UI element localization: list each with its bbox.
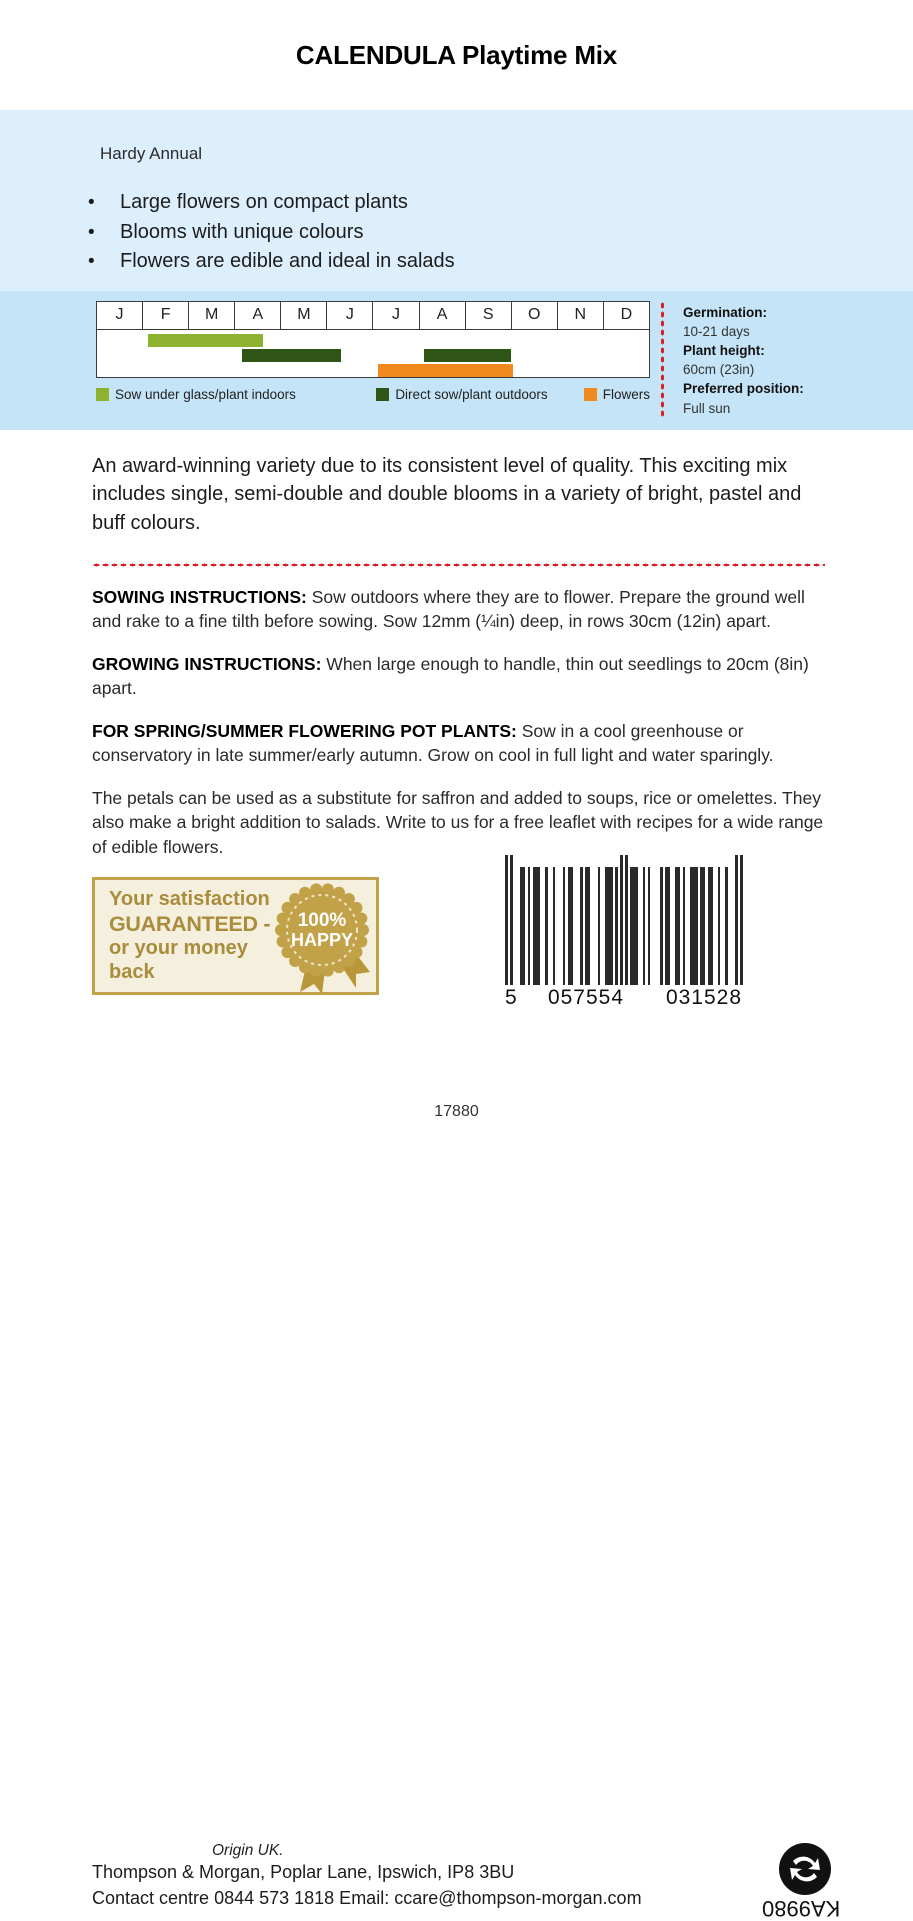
guarantee-badge — [92, 877, 379, 995]
guarantee-line-2: GUARANTEED - — [109, 911, 271, 936]
page-title: CALENDULA Playtime Mix — [295, 39, 618, 70]
calendar-month-4: M — [281, 302, 327, 329]
bullet-text: Blooms with unique colours — [120, 220, 364, 243]
legend-label: Sow under glass/plant indoors — [115, 386, 296, 402]
plant-type-label: Hardy Annual — [100, 144, 203, 163]
calendar-month-5: J — [327, 302, 373, 329]
list-item — [88, 247, 913, 277]
instructions-section — [92, 585, 825, 860]
info-value-1: 60cm (23in) — [683, 362, 755, 378]
badge-percent: 100% — [297, 910, 347, 932]
info-label-1: Plant height: — [683, 343, 765, 359]
info-panel-column — [660, 301, 913, 418]
barcode-bars — [505, 855, 765, 985]
green-dot-recycling-icon — [778, 1842, 832, 1896]
legend-item-2 — [584, 387, 650, 402]
feature-band — [0, 110, 913, 291]
sowing-calendar-band — [0, 291, 913, 430]
calendar-month-1: F — [143, 302, 189, 329]
plant-info-panel — [683, 301, 804, 418]
calendar-month-3: A — [235, 302, 281, 329]
guarantee-line-1: Your satisfaction — [109, 888, 270, 911]
legend-swatch — [96, 388, 109, 401]
instruction-heading: GROWING INSTRUCTIONS: — [92, 653, 322, 674]
info-value-0: 10-21 days — [683, 323, 750, 339]
instruction-paragraph-0: SOWING INSTRUCTIONS: Sow outdoors where they are to flower. Prepare the ground well and rake to a fine tilth before sowing. Sow 12mm (¼in) deep, in rows 30cm (12in) apart. — [92, 586, 805, 632]
calendar-month-6: J — [373, 302, 419, 329]
calendar-month-2: M — [189, 302, 235, 329]
barcode-digits — [505, 986, 765, 1010]
barcode-right-group: 031528 — [665, 986, 743, 1010]
calendar-bar-0 — [148, 334, 263, 347]
rosette-icon — [270, 884, 374, 996]
calendar-bar-1 — [242, 349, 341, 362]
title-band — [0, 0, 913, 110]
guarantee-line-3: or your money back — [109, 937, 248, 983]
calendar-month-11: D — [620, 306, 633, 324]
calendar-month-header — [97, 302, 649, 329]
calendar-bar-2 — [424, 349, 511, 362]
calendar-month-9: O — [512, 302, 558, 329]
footer-number: 17880 — [434, 1103, 479, 1120]
bullet-icon: • — [88, 251, 95, 273]
instruction-heading: SOWING INSTRUCTIONS: — [92, 586, 307, 607]
address-line-1: Thompson & Morgan, Poplar Lane, Ipswich, IP8 3BU — [92, 1862, 515, 1883]
calendar-column — [0, 301, 660, 418]
origin-label: Origin UK. — [212, 1842, 284, 1860]
calendar-month-7: A — [420, 302, 466, 329]
instruction-paragraph-1: GROWING INSTRUCTIONS: When large enough to handle, thin out seedlings to 20cm (8in) apart. — [92, 653, 809, 699]
legend-swatch — [584, 388, 597, 401]
description-paragraph: An award-winning variety due to its consistent level of quality. This exciting mix includes single, semi-double and double blooms in a variety of bright, pastel and buff colours. — [92, 454, 802, 534]
info-value-2: Full sun — [683, 400, 731, 416]
instruction-paragraph-3: The petals can be used as a substitute for saffron and added to soups, rice or omelettes. They also make a bright addition to salads. Write to us for a free leaflet with recipes for a wide range of edible flowers. — [92, 787, 824, 857]
list-item — [88, 188, 913, 218]
badge-happy: HAPPY — [290, 930, 354, 951]
barcode — [505, 855, 765, 1010]
calendar-legend — [96, 387, 650, 402]
list-item — [88, 218, 913, 248]
sowing-calendar — [96, 301, 650, 378]
vertical-dotted-divider — [660, 301, 665, 418]
bullet-text: Large flowers on compact plants — [120, 191, 408, 213]
barcode-bar — [740, 855, 743, 985]
guarantee-text — [95, 888, 295, 984]
feature-bullet-list — [0, 188, 913, 277]
legend-swatch — [376, 388, 389, 401]
info-label-2: Preferred position: — [683, 381, 804, 397]
barcode-left-group: 057554 — [547, 986, 625, 1010]
legend-label: Direct sow/plant outdoors — [395, 386, 548, 402]
instruction-heading: FOR SPRING/SUMMER FLOWERING POT PLANTS: — [92, 720, 517, 741]
calendar-month-0: J — [97, 302, 143, 329]
address-line-2: Contact centre 0844 573 1818 Email: ccare@thompson-morgan.com — [92, 1887, 642, 1908]
calendar-month-10: N — [558, 302, 604, 329]
legend-item-1 — [376, 387, 583, 402]
company-address — [92, 1842, 732, 1910]
calendar-bars-grid — [97, 329, 649, 377]
recycling-code: KA9980 — [762, 1896, 841, 1921]
bullet-text: Flowers are edible and ideal in salads — [120, 250, 455, 273]
body-content — [0, 452, 913, 860]
bullet-icon: • — [88, 221, 95, 243]
bullet-icon: • — [88, 192, 95, 213]
horizontal-dotted-divider — [92, 563, 825, 567]
legend-item-0 — [96, 387, 376, 402]
barcode-lead-digit: 5 — [505, 986, 518, 1010]
instruction-paragraph-2: FOR SPRING/SUMMER FLOWERING POT PLANTS: Sow in a cool greenhouse or conservatory in late summer/early autumn. Grow on cool in full light and water sparingly. — [92, 720, 774, 766]
info-label-0: Germination: — [683, 304, 768, 320]
calendar-bar-3 — [378, 364, 514, 377]
calendar-month-8: S — [466, 302, 512, 329]
legend-label: Flowers — [602, 386, 650, 402]
